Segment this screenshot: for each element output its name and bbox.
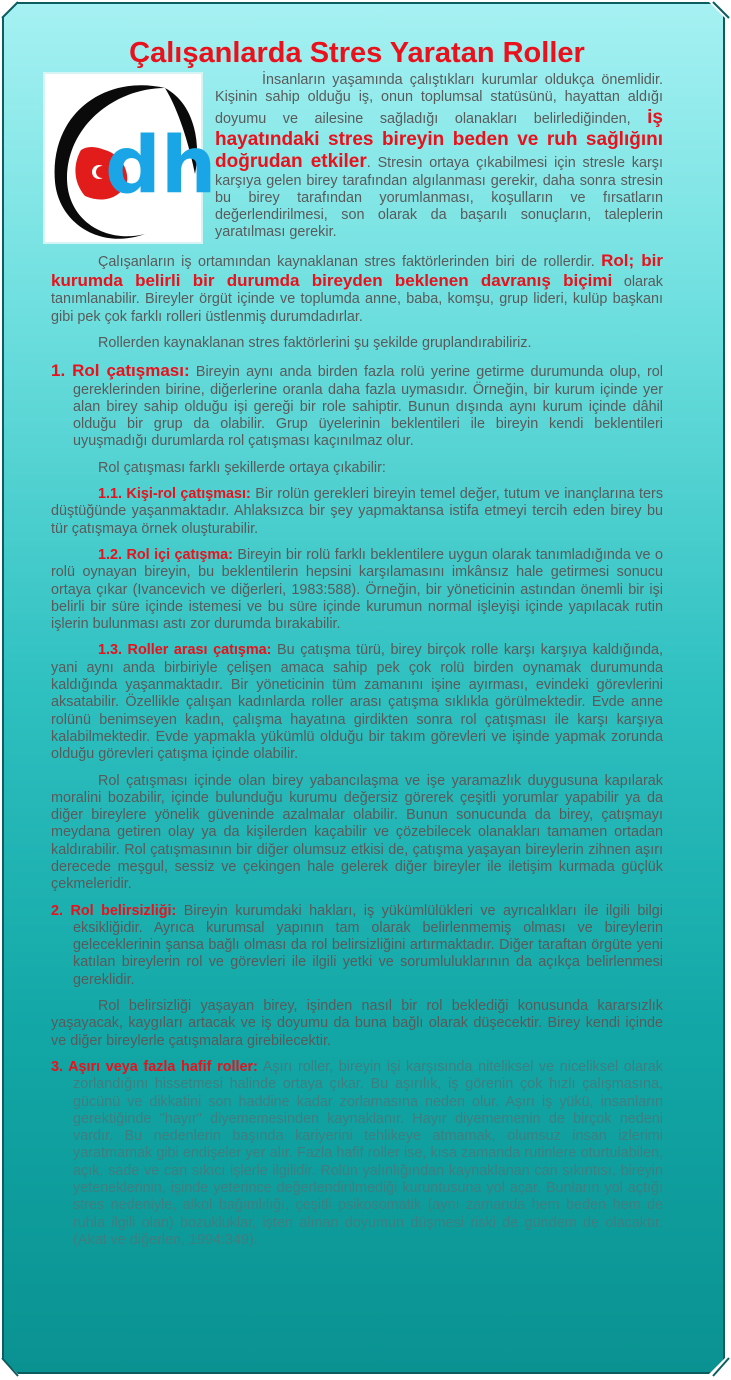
roles-text-after: olarak tanımlanabilir. Bireyler örgüt içinde ve toplumda anne, baba, komşu, grup lideri, kulüp başkanı gibi pek çok farklı rolleri üstlenmiş durumdadırlar. [51,274,664,325]
grouping-paragraph: Rollerden kaynaklanan stres faktörlerini şu şekilde gruplandırabiliriz. [98,334,532,351]
section-person-role-heading: 1.1. Kişi-rol çatışması: [98,486,251,503]
section-role-ambiguity-heading: 2. Rol belirsizliği: [51,902,177,919]
section-role-conflict [51,361,663,450]
section-role-load [51,1059,663,1249]
intro-text-after: Stresin ortaya çıkabilmesi için stresle karşı karşıya gelen birey tarafından algılanması gerekir, daha sonra stresin bu birey tarafından yorumlanması, koşulların ve fırsatların değerlendirilmesi, son olarak da başarılı sonuçların, taleplerin yaratılması gerekir. [215,154,663,241]
section-inter-role-heading: 1.3. Roller arası çatışma: [98,642,272,659]
intro-highlight: iş hayatındaki stres bireyin beden ve ruh sağlığını doğrudan etkiler [215,106,664,172]
intro-paragraph: İnsanların yaşamında çalıştıkları kurumlar oldukça önemlidir. Kişinin sahip olduğu iş, onun toplumsal statüsünü, hayattan aldığı doyumu ve ailesine sağladığı olanakları belirlediğinden, iş hayatındaki stres bireyin beden ve ruh sağlığını doğrudan etkiler. Stresin ortaya çıkabilmesi için stresle karşı karşıya gelen birey tarafından algılanması gerekir, daha sonra stresin bu birey tarafından yorumlanması, koşulların ve fırsatların değerlendirilmesi, son olarak da başarılı sonuçların, taleplerin yaratılması gerekir. [215,72,664,241]
section-role-load-text: Aşırı roller, bireyin işi karşısında niteliksel ve niceliksel olarak zorlandığını hissetmesi halinde ortaya çıkar. Bu aşırılık, iş görenin çok hızlı çalışmasına, gücünü ve dikkatini son haddine kadar zorlamasına neden olur. Aşırı iş yükü, insanların gerektiğinde "hayır" diyememesinden kaynaklanır. Hayır diyememenin de birçok nedeni vardır. Bu nedenlerin başında kariyerini tehlikeye atmamak, olumsuz insan izlerimi yaratmamak gibi endişeler yer alır. Fazla hafif roller ise, kısa zamanda rutinlere oturtulabilen, açık, sade ve can sıkıcı işlerle ilgilidir. Rolün yalınlığından kaynaklanan can sıkıntısı, bireyin yeteneklerinin, işinde yeterince değerlendirilmediği kuruntusuna yol açar. Bunların yol açtığı stres nedeniyle, alkol bağımlılığı, çeşitli psikosomatik (aynı zamanda hem beden hem de ruhla ilgili olan) bozukluklar, işten alınan doyumun düşmesi riski de gündem de olacaktır. (Akat ve diğerleri, 1994:349). [73,1058,663,1248]
roles-paragraph [51,251,663,326]
logo-letters: dh [105,121,217,211]
section-inter-role-text: Bu çatışma türü, birey birçok rolle karşı karşıya kaldığında, yani aynı anda birbiriyle çelişen amaca sahip pek çok rolü birden oynamak durumunda kaldığında yaşanmaktadır. Bir yöneticinin tüm zamanını işine ayırması, evindeki görevlerini aksatabilir. Özellikle çalışan kadınlarda roller arası çatışma sıklıkla görülmektedir. Evde anne rolünü benimseyen kadın, çalışma hayatına girdikten sonra rol çatışması ile karşı karşıya kalabilmektedir. Evde yapmakla yükümlü olduğu bir takım görevleri ve işinde yapmak zorunda olduğu görevleri çatışma içinde olabilir. [51,642,664,763]
section-role-ambiguity-text: Bireyin kurumdaki hakları, iş yükümlülükleri ve ayrıcalıkları ile ilgili bilgi eksikliğidir. Ayrıca kurumsal yapının tam olarak belirlenmemiş olması ve bireylerin geleceklerinin şansa bağlı olması da rol belirsizliğini artırmaktadır. Diğer taraftan örgüte yeni katılan bireylerin rol ve görevleri ile ilgili yetki ve sorumluluklarının da açıkça belirlenmesi gereklidir. [73,902,663,988]
dh-logo-icon [45,74,217,242]
article-title: Çalışanlarda Stres Yaratan Roller [129,37,585,69]
ambiguity-effects-paragraph: Rol belirsizliği yaşayan birey, işinden nasıl bir rol beklediği konusunda kararsızlık yaşayacak, kaygıları artacak ve iş doyumu da buna bağlı olarak düşecektir. Birey kendi içinde ve diğer bireylerle çatışmalara girebilecektir. [51,998,663,1049]
section-person-role-text: Bir rolün gerekleri bireyin temel değer, tutum ve inançlarına ters düştüğünde yaşanmaktadır. Ahlaksızca bir şey yapmaktansa istifa etmeyi tercih eden birey bu tür çatışmaya örnek oluşturabilir. [51,486,664,537]
roles-highlight: Rol; bir kurumda belirli bir durumda bireyden beklenen davranış biçimi [51,250,663,291]
section-intra-role [51,547,663,633]
logo [43,72,217,244]
section-intra-role-text: Bireyin bir rolü farklı beklentilere uygun olarak tanımladığında ve o rolü oynayan bireyin, bu beklentilerin hepsini karşılamasını imkânsız hale getirmesi sonucu ortaya çıkar (Ivancevich ve diğerleri, 1983:588). Örneğin, bir yöneticinin astından önemli bir işi belirli bir süre içinde istemesi ve bu süre içinde kurumun normal işleyişi içinde yapılacak rutin işlerin bulunması astı zor durumda bırakabilir. [51,546,663,633]
roles-text-before: Çalışanların iş ortamından kaynaklanan stres faktörlerinden biri de rollerdir. [98,253,595,270]
section-person-role [51,486,663,538]
conflict-effects-paragraph: Rol çatışması içinde olan birey yabancılaşma ve işe yaramazlık duygusuna kapılarak moralini bozabilir, içinde bulunduğu kurumu değersiz görerek çeşitli yorumlar yapabilir ya da diğer bireylere yönelik güveninde azalmalar olabilir. Bunun sonucunda da birey, çatışmayı meydana getiren olay ya da kişilerden kaçabilir ve çözebilecek olanakları tamamen ortadan kaldırabilir. Rol çatışmasının bir diğer olumsuz etkisi de, çatışma yaşayan bireylerin zihnen aşırı derecede meşgul, sessiz ve çekingen hale gelerek diğer bireyler ile iletişim kurmada güçlük çekmeleridir. [51,772,663,893]
section-intra-role-heading: 1.2. Rol içi çatışma: [98,546,233,563]
section-role-ambiguity [51,903,663,989]
section-inter-role [51,642,663,763]
section-role-conflict-text: Bireyin aynı anda birden fazla rolü yerine getirme durumunda olup, rol gereklerinden birine, diğerlerine oranla daha fazla uymasıdır. Örneğin, bir kurum içinde yer alan birey sahip olduğu işi gereği bir role sahiptir. Bunun dışında aynı kurum içinde dâhil olduğu bir grup da olabilir. Grup üyelerinin beklentileri ile bireyin kendi beklentileri uyuşmadığı durumlarda rol çatışması kaçınılmaz olur. [73,364,663,450]
conflict-forms-paragraph: Rol çatışması farklı şekillerde ortaya çıkabilir: [98,459,386,476]
article [51,36,663,1249]
section-role-load-heading: 3. Aşırı veya fazla hafif roller: [51,1058,258,1075]
section-role-conflict-heading: 1. Rol çatışması: [51,361,190,381]
intro-text-before: İnsanların yaşamında çalıştıkları kurumlar oldukça önemlidir. Kişinin sahip olduğu iş, onun toplumsal statüsünü, hayattan aldığı doyumu ve ailesine sağladığı olanakları belirlediğinden, [215,72,663,127]
